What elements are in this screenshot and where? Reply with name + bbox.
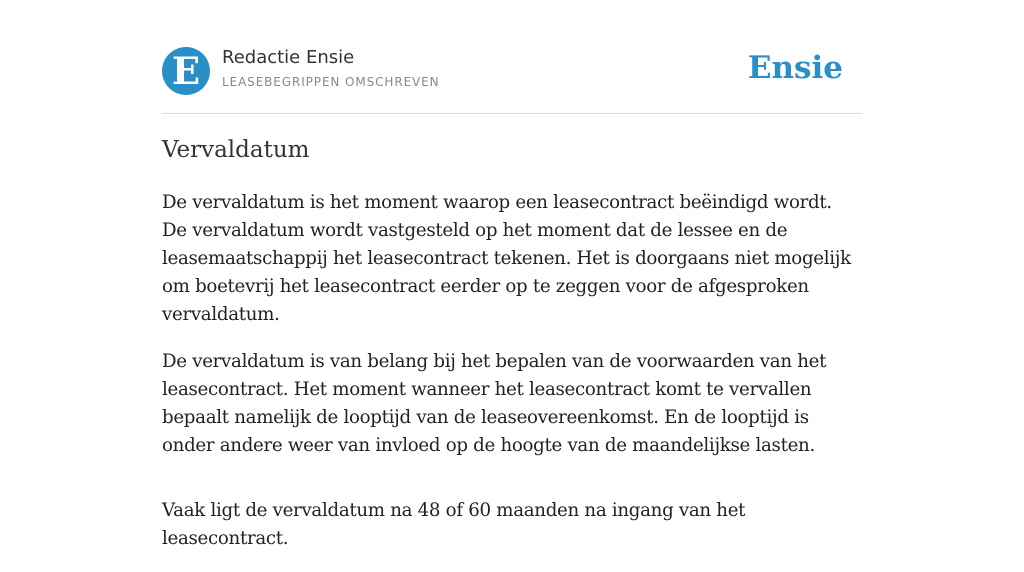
author-name[interactable]: Redactie Ensie <box>222 47 355 68</box>
author-avatar[interactable] <box>162 47 210 95</box>
page-container <box>162 0 862 549</box>
author-header <box>162 0 862 114</box>
article-body <box>162 189 862 572</box>
article-paragraph: Vaak ligt de vervaldatum na 48 of 60 maanden na ingang van het leasecontract. <box>162 500 746 549</box>
article-paragraph: De vervaldatum is van belang bij het bepalen van de voorwaarden van het leasecontract. Het moment wanneer het leasecontract komt te vervallen bepaalt namelijk de looptijd van de leaseovereenkomst. En de looptijd is onder andere weer van invloed op de hoogte van de maandelijkse lasten. <box>162 351 827 456</box>
avatar-letter: E <box>171 49 201 93</box>
author-subtitle: LEASEBEGRIPPEN OMSCHREVEN <box>222 75 440 89</box>
ensie-logo[interactable]: Ensie <box>747 50 843 86</box>
article-title: Vervaldatum <box>162 137 310 163</box>
article-paragraph: De vervaldatum is het moment waarop een leasecontract beëindigd wordt. De vervaldatum wordt vastgesteld op het moment dat de lessee en de leasemaatschappij het leasecontract tekenen. Het is doorgaans niet mogelijk om boetevrij het leasecontract eerder op te zeggen voor de afgesproken vervaldatum. <box>162 192 851 325</box>
